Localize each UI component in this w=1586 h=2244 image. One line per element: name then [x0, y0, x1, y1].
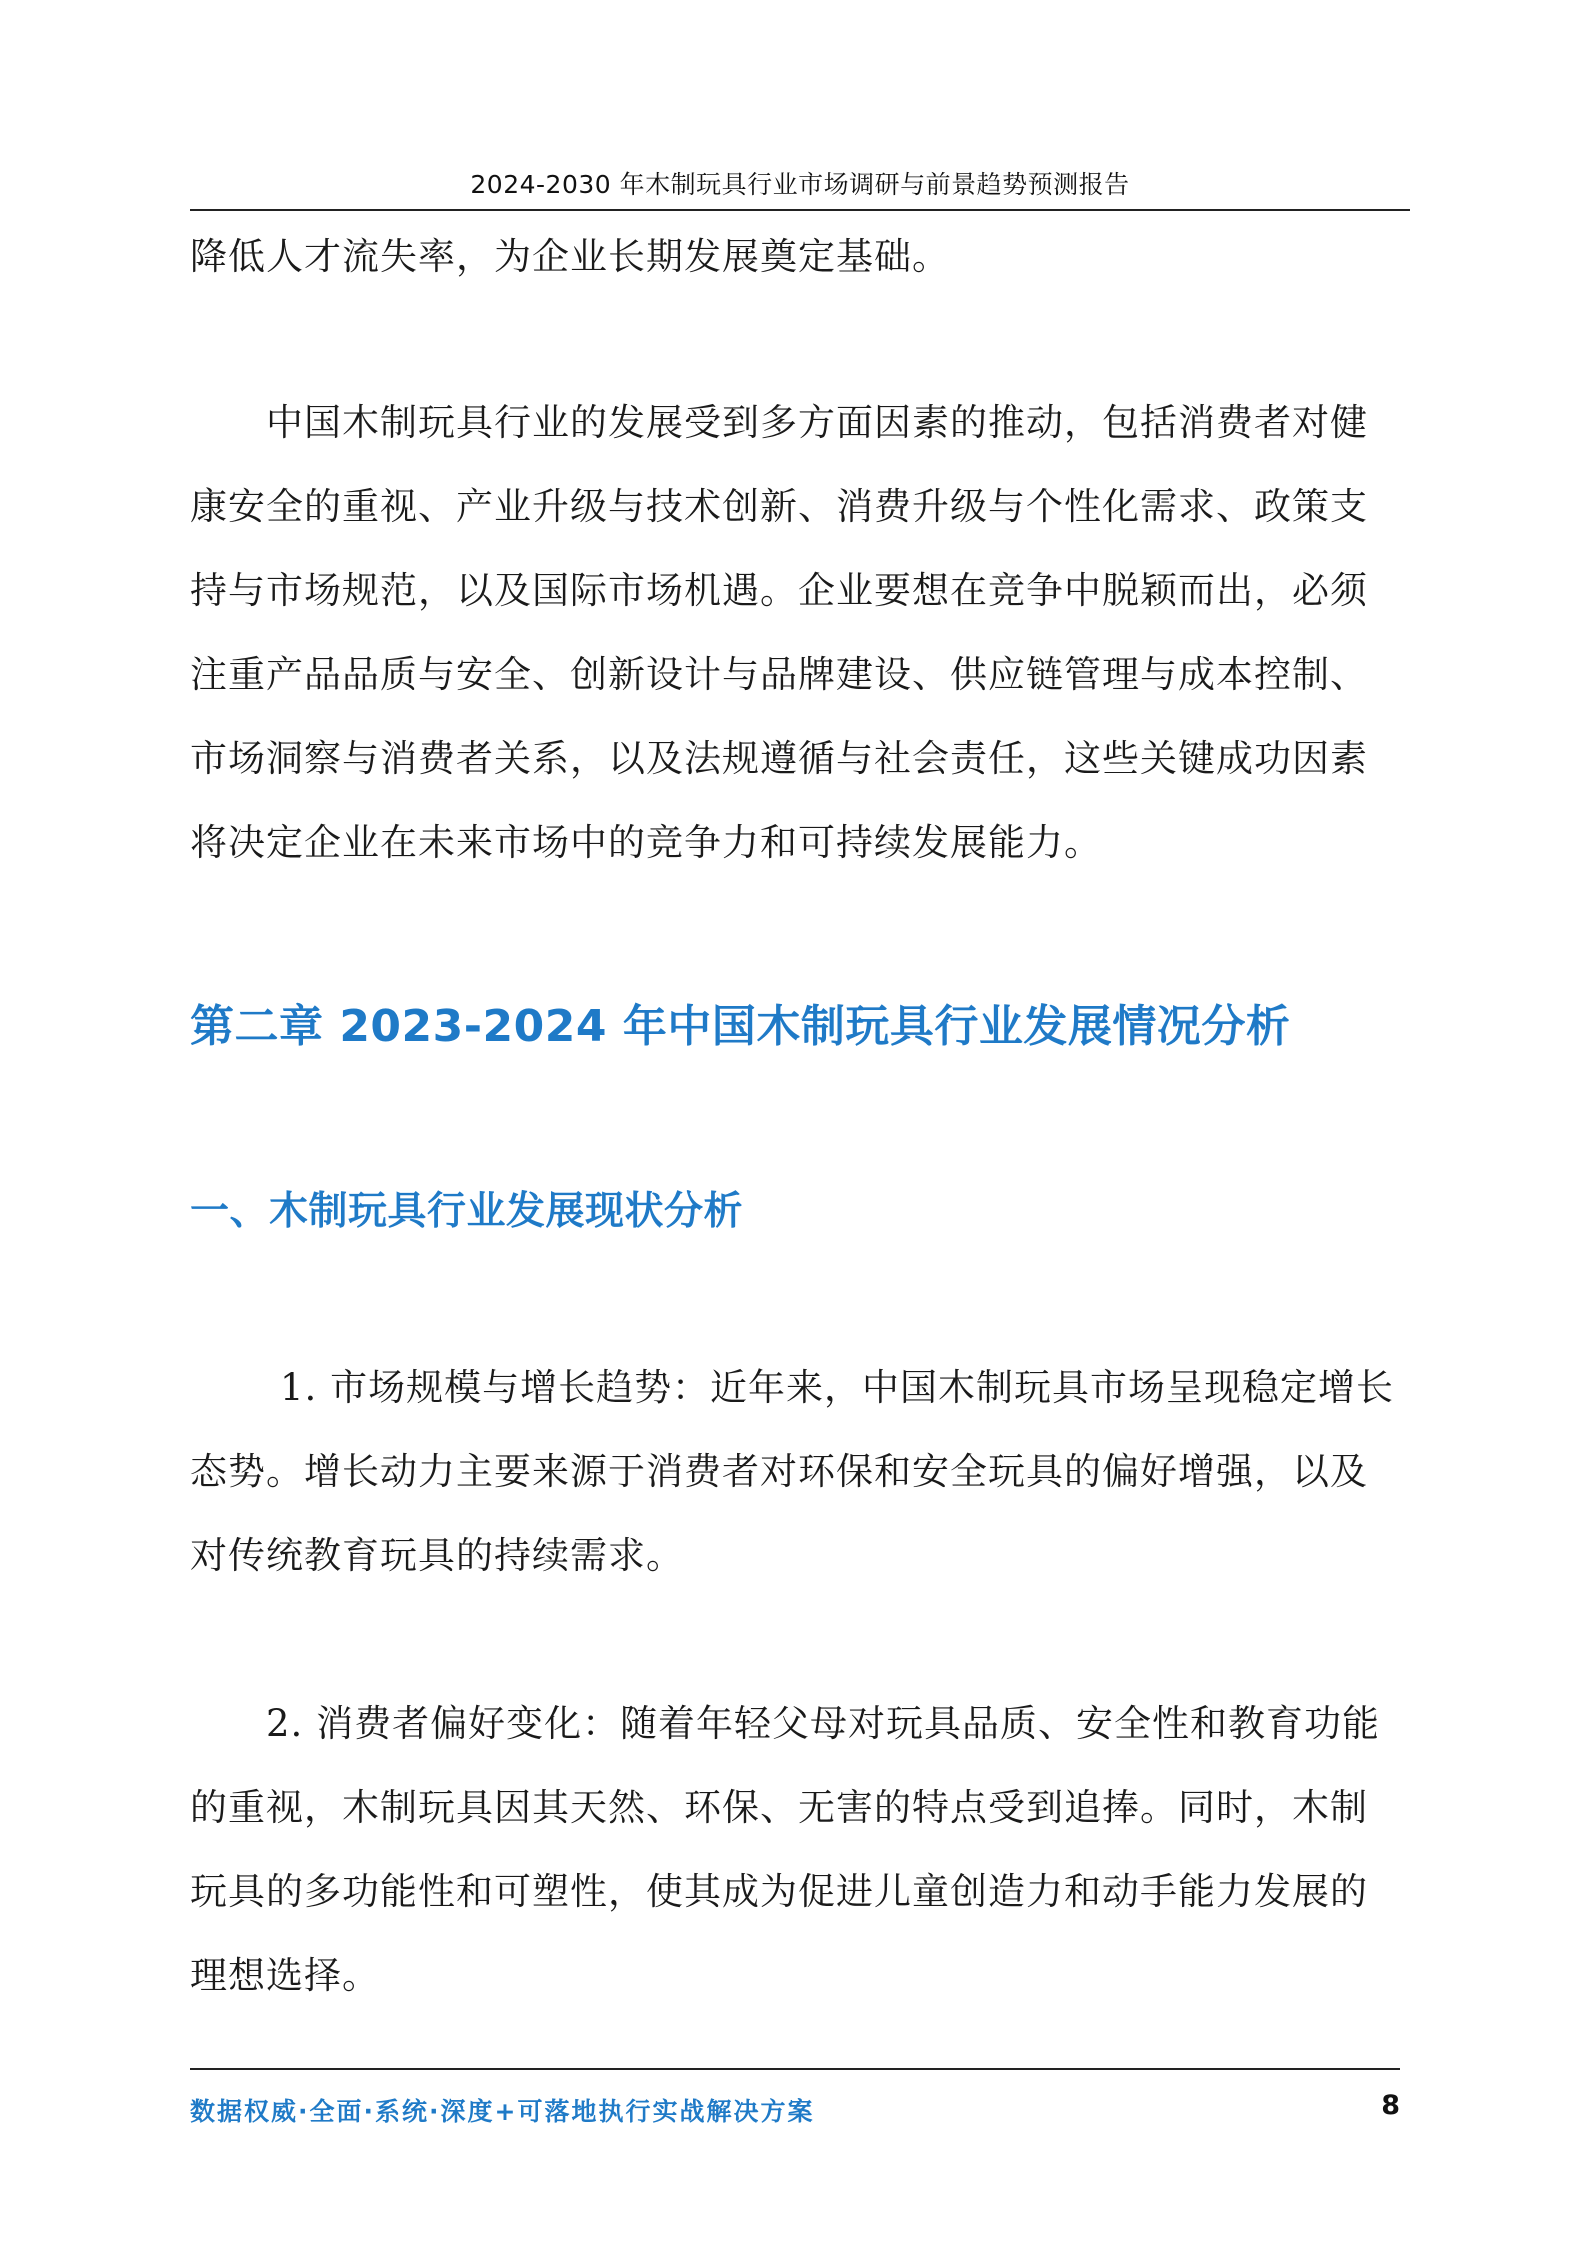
paragraph-driving-factors: 中国木制玩具行业的发展受到多方面因素的推动，包括消费者对健康安全的重视、产业升级与技术创新、消费升级与个性化需求、政策支持与市场规范，以及国际市场机遇。企业要想在竞争中脱颖而出，必须注重产品品质与安全、创新设计与品牌建设、供应链管理与成本控制、市场洞察与消费者关系，以及法规遵循与社会责任，这些关键成功因素将决定企业在未来市场中的竞争力和可持续发展能力。	[190, 401, 1368, 864]
list-item-consumer-preference: 2. 消费者偏好变化：随着年轻父母对玩具品质、安全性和教育功能的重视，木制玩具因其天然、环保、无害的特点受到追捧。同时，木制玩具的多功能性和可塑性，使其成为促进儿童创造力和动手能力发展的理想选择。	[190, 1702, 1381, 1997]
footer-slogan: 数据权威·全面·系统·深度+可落地执行实战解决方案	[190, 2097, 815, 2126]
list-item-market-size: 1. 市场规模与增长趋势：近年来，中国木制玩具市场呈现稳定增长态势。增长动力主要来源于消费者对环保和安全玩具的偏好增强，以及对传统教育玩具的持续需求。	[190, 1366, 1395, 1577]
footer-divider	[190, 2068, 1400, 2070]
report-header-title: 2024-2030 年木制玩具行业市场调研与前景趋势预测报告	[470, 170, 1130, 199]
continued-paragraph: 降低人才流失率，为企业长期发展奠定基础。	[190, 235, 950, 278]
page-number: 8	[1381, 2090, 1400, 2121]
chapter-title: 第二章 2023-2024 年中国木制玩具行业发展情况分析	[190, 1001, 1291, 1052]
section-title: 一、木制玩具行业发展现状分析	[190, 1189, 744, 1234]
header-divider	[190, 209, 1410, 211]
